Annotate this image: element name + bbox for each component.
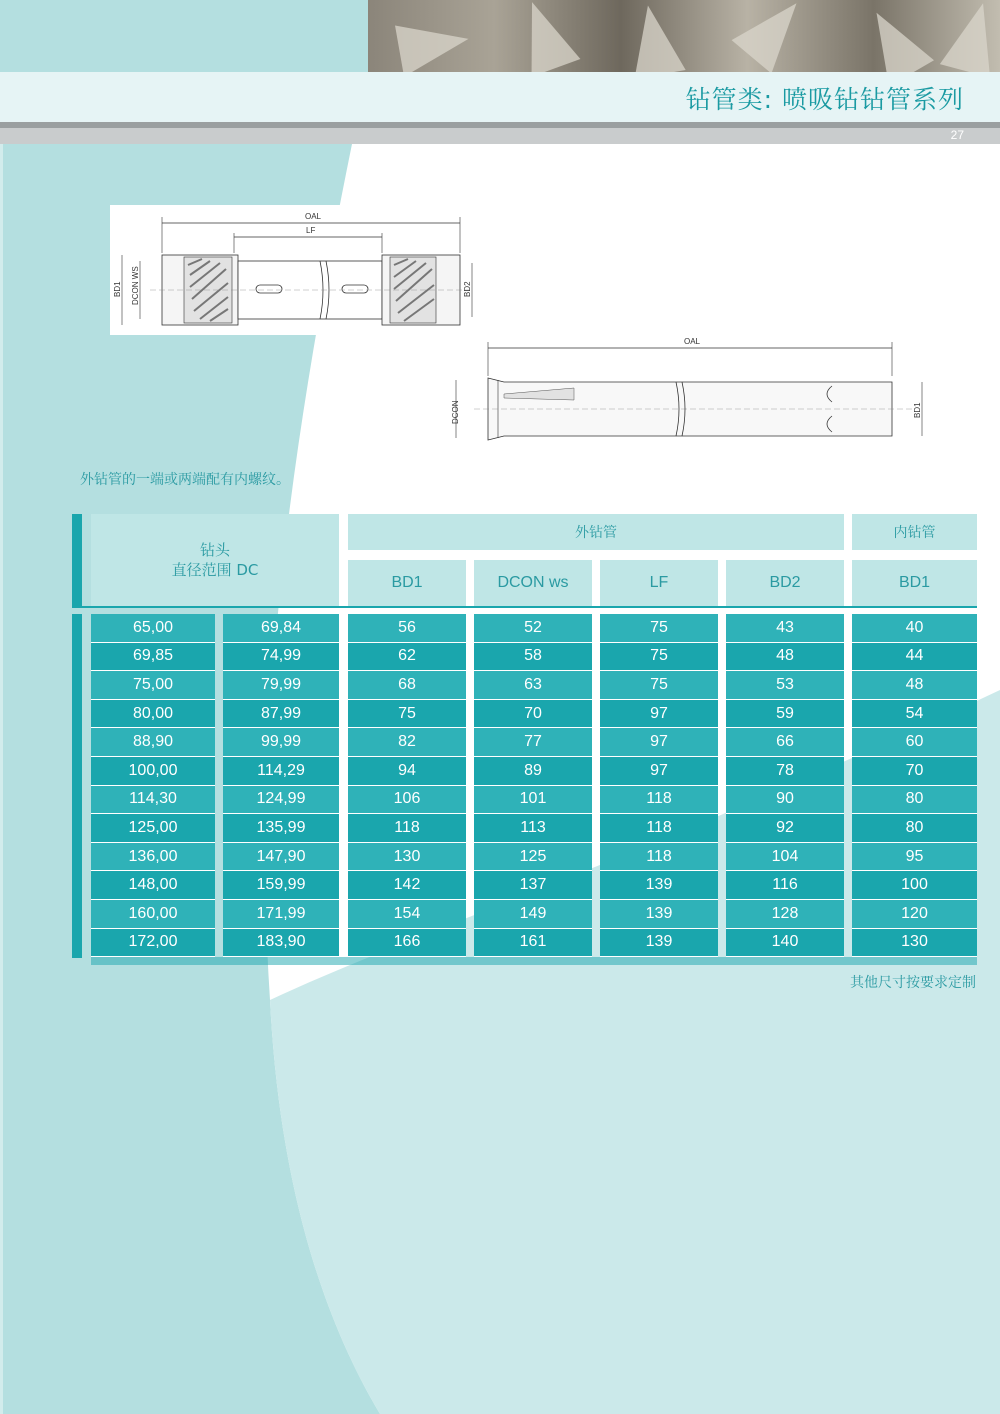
table-cell: 154 [348,900,466,929]
dim-bd1-2: BD1 [913,402,922,418]
dim-bd1: BD1 [113,281,122,297]
table-row [91,871,977,900]
table-row [91,843,977,872]
table-cell: 120 [852,900,977,929]
table-cell: 56 [348,614,466,643]
table-cell: 75,00 [91,671,215,700]
table-cell: 79,99 [223,671,339,700]
table-cell: 97 [600,700,718,729]
header-outer-tube: 外钻管 [348,514,844,550]
table-cell: 142 [348,871,466,900]
table-cell: 118 [348,814,466,843]
dim-dcon: DCON [451,400,460,424]
table-cell: 118 [600,814,718,843]
table-cell: 44 [852,643,977,672]
page-number: 27 [950,128,964,142]
table-cell: 92 [726,814,844,843]
column-header-dcon-ws: DCON ws [474,560,592,606]
column-header-lf: LF [600,560,718,606]
table-row [91,786,977,815]
table-cell: 116 [726,871,844,900]
table-row [91,671,977,700]
table-cell: 183,90 [223,929,339,958]
table-cell: 136,00 [91,843,215,872]
table-header-accent [72,514,82,608]
table-cell: 149 [474,900,592,929]
header-rule-light [0,128,1000,144]
table-row [91,757,977,786]
column-header-bd2: BD2 [726,560,844,606]
table-cell: 63 [474,671,592,700]
table-cell: 125,00 [91,814,215,843]
table-cell: 53 [726,671,844,700]
table-cell: 75 [600,614,718,643]
drawing-outer-tube [110,205,490,335]
header-separator [82,606,977,608]
caption: 外钻管的一端或两端配有内螺纹。 [80,472,290,488]
table-cell: 69,85 [91,643,215,672]
table-cell: 58 [474,643,592,672]
table-cell: 88,90 [91,728,215,757]
dim-oal-2: OAL [684,337,701,346]
table-cell: 87,99 [223,700,339,729]
table-cell: 66 [726,728,844,757]
table-cell: 137 [474,871,592,900]
table-cell: 77 [474,728,592,757]
table-cell: 100 [852,871,977,900]
table-cell: 94 [348,757,466,786]
table-cell: 90 [726,786,844,815]
table-cell: 89 [474,757,592,786]
table-cell: 159,99 [223,871,339,900]
table-bottom-edge [91,957,977,965]
table-cell: 128 [726,900,844,929]
table-cell: 65,00 [91,614,215,643]
table-row [91,814,977,843]
table-cell: 82 [348,728,466,757]
dim-bd2: BD2 [463,281,472,297]
table-cell: 74,99 [223,643,339,672]
table-cell: 69,84 [223,614,339,643]
dim-oal: OAL [305,212,322,221]
dim-lf: LF [306,226,316,235]
table-cell: 52 [474,614,592,643]
table-cell: 139 [600,929,718,958]
table-row [91,900,977,929]
table-cell: 97 [600,757,718,786]
table-cell: 166 [348,929,466,958]
table-row [91,614,977,643]
table-cell: 147,90 [223,843,339,872]
table-cell: 118 [600,843,718,872]
table-cell: 59 [726,700,844,729]
footnote: 其他尺寸按要求定制 [850,975,976,991]
table-cell: 171,99 [223,900,339,929]
header-drill-head: 钻头 直径范围 DC [91,514,339,606]
table-cell: 106 [348,786,466,815]
table-cell: 95 [852,843,977,872]
table-cell: 48 [726,643,844,672]
column-header-bd1: BD1 [348,560,466,606]
table-cell: 172,00 [91,929,215,958]
table-cell: 70 [852,757,977,786]
table-cell: 78 [726,757,844,786]
table-row [91,929,977,958]
table-cell: 100,00 [91,757,215,786]
table-cell: 130 [348,843,466,872]
table-cell: 80,00 [91,700,215,729]
table-cell: 43 [726,614,844,643]
table-cell: 139 [600,871,718,900]
table-cell: 148,00 [91,871,215,900]
table-cell: 75 [348,700,466,729]
table-cell: 114,30 [91,786,215,815]
table-cell: 113 [474,814,592,843]
drawing-inner-tube [444,332,944,452]
table-cell: 99,99 [223,728,339,757]
table-cell: 160,00 [91,900,215,929]
header-inner-tube: 内钻管 [852,514,977,550]
table-row [91,643,977,672]
table-cell: 70 [474,700,592,729]
table-cell: 62 [348,643,466,672]
table-row [91,728,977,757]
table-cell: 118 [600,786,718,815]
table-cell: 75 [600,671,718,700]
table-row [91,700,977,729]
table-cell: 48 [852,671,977,700]
table-cell: 68 [348,671,466,700]
table-cell: 104 [726,843,844,872]
table-cell: 54 [852,700,977,729]
table-cell: 40 [852,614,977,643]
dim-dcon-ws: DCON WS [131,266,140,305]
page-title: 钻管类: 喷吸钻钻管系列 [685,85,964,114]
table-cell: 124,99 [223,786,339,815]
column-header-inner-bd1: BD1 [852,560,977,606]
table-cell: 80 [852,786,977,815]
table-cell: 101 [474,786,592,815]
table-cell: 135,99 [223,814,339,843]
table-cell: 75 [600,643,718,672]
table-cell: 114,29 [223,757,339,786]
table-cell: 125 [474,843,592,872]
table-cell: 130 [852,929,977,958]
table-body-accent [72,614,82,958]
table-cell: 60 [852,728,977,757]
table-cell: 140 [726,929,844,958]
table-cell: 80 [852,814,977,843]
table-cell: 97 [600,728,718,757]
table-cell: 161 [474,929,592,958]
table-cell: 139 [600,900,718,929]
